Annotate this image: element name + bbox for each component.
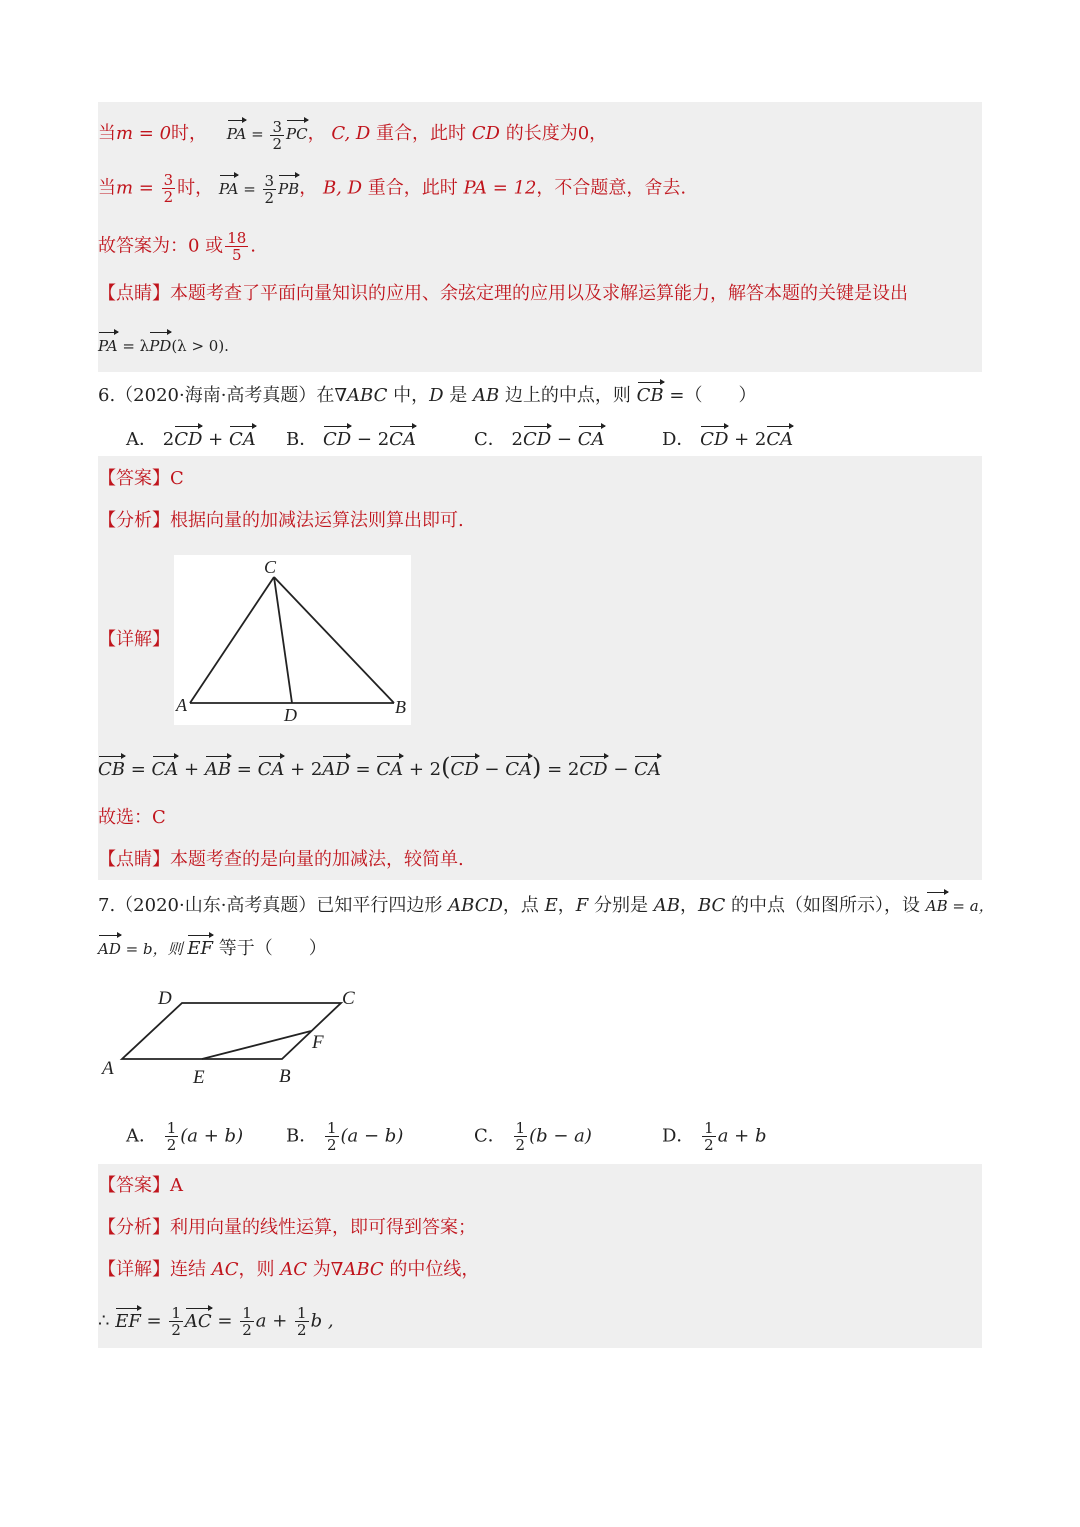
q6-option-d[interactable]: D． CD + 2CA <box>662 424 793 453</box>
vertex-b-label: B <box>395 697 406 717</box>
prev-line-3: 故答案为：0 或 $\frac{18}{5}$ . <box>98 229 257 264</box>
q6-option-a[interactable]: A． 2CD + CA <box>126 424 256 453</box>
vertex-d-label: D <box>158 988 172 1009</box>
q6-option-b[interactable]: B． CD − 2CA <box>286 424 416 453</box>
segment-ef <box>202 1031 311 1059</box>
q6-stem: 6.（2020·海南·高考真题）在∇ABC 中，D 是 AB 边上的中点，则 CB =（ ） <box>98 380 756 409</box>
q6-comment: 【点睛】本题考查的是向量的加减法，较简单. <box>98 849 464 870</box>
q6-triangle-figure <box>174 555 411 725</box>
q6-analysis: 【分析】根据向量的加减法运算法则算出即可. <box>98 510 464 531</box>
q7-option-a[interactable]: A． $\frac{1}{2}$ (a + b) <box>126 1119 244 1154</box>
vertex-c-label: C <box>264 557 277 577</box>
q6-answer: 【答案】C <box>98 468 184 489</box>
vertex-c-label: C <box>342 988 355 1009</box>
vertex-d-label: D <box>284 705 297 725</box>
prev-comment-formula: PA = λPD(λ > 0). <box>98 330 229 359</box>
q6-equation: CB = CA + AB = CA + 2AD = CA + 2(CD − CA) = 2CD − CA <box>98 753 661 781</box>
vertex-a-label: A <box>102 1058 114 1079</box>
prev-line-1: 当m = 0时， PA = $\frac{3}{2}$ PC， C, D 重合，此时 CD 的长度为0， <box>98 117 608 153</box>
prev-comment: 【点睛】本题考查了平面向量知识的应用、余弦定理的应用以及求解运算能力，解答本题的关键是设出 <box>98 283 908 304</box>
prev-line-2: 当m = $\frac{3}{2}$ 时， PA = $\frac{3}{2}$ PB， B, D 重合，此时 PA = 12，不合题意，舍去. <box>98 171 687 207</box>
q6-detail-label: 【详解】 <box>98 629 170 650</box>
q6-choice: 故选：C <box>98 807 166 828</box>
vertex-a-label: A <box>176 695 187 715</box>
q7-analysis: 【分析】利用向量的线性运算，即可得到答案； <box>98 1217 476 1238</box>
q7-answer: 【答案】A <box>98 1175 183 1196</box>
q7-equation: ∴ EF = $\frac{1}{2}$ AC = $\frac{1}{2}$ a + $\frac{1}{2}$ b , <box>98 1304 334 1339</box>
point-e-label: E <box>193 1067 205 1088</box>
vertex-b-label: B <box>279 1066 291 1087</box>
q7-option-b[interactable]: B． $\frac{1}{2}$ (a − b) <box>286 1119 404 1154</box>
q7-stem-line-2: AD = b，则 EF 等于（ ） <box>98 933 327 962</box>
point-f-label: F <box>312 1032 324 1053</box>
q7-detail: 【详解】连结 AC，则 AC 为∇ABC 的中位线， <box>98 1259 480 1280</box>
q7-option-d[interactable]: D． $\frac{1}{2}$ a + b <box>662 1119 767 1154</box>
q7-parallelogram-figure <box>98 982 368 1092</box>
q7-stem-line-1: 7.（2020·山东·高考真题）已知平行四边形 ABCD，点 E，F 分别是 AB，BC 的中点（如图所示），设 AB = a， <box>98 890 994 919</box>
q7-option-c[interactable]: C． $\frac{1}{2}$ (b − a) <box>474 1119 592 1154</box>
q6-option-c[interactable]: C． 2CD − CA <box>474 424 605 453</box>
